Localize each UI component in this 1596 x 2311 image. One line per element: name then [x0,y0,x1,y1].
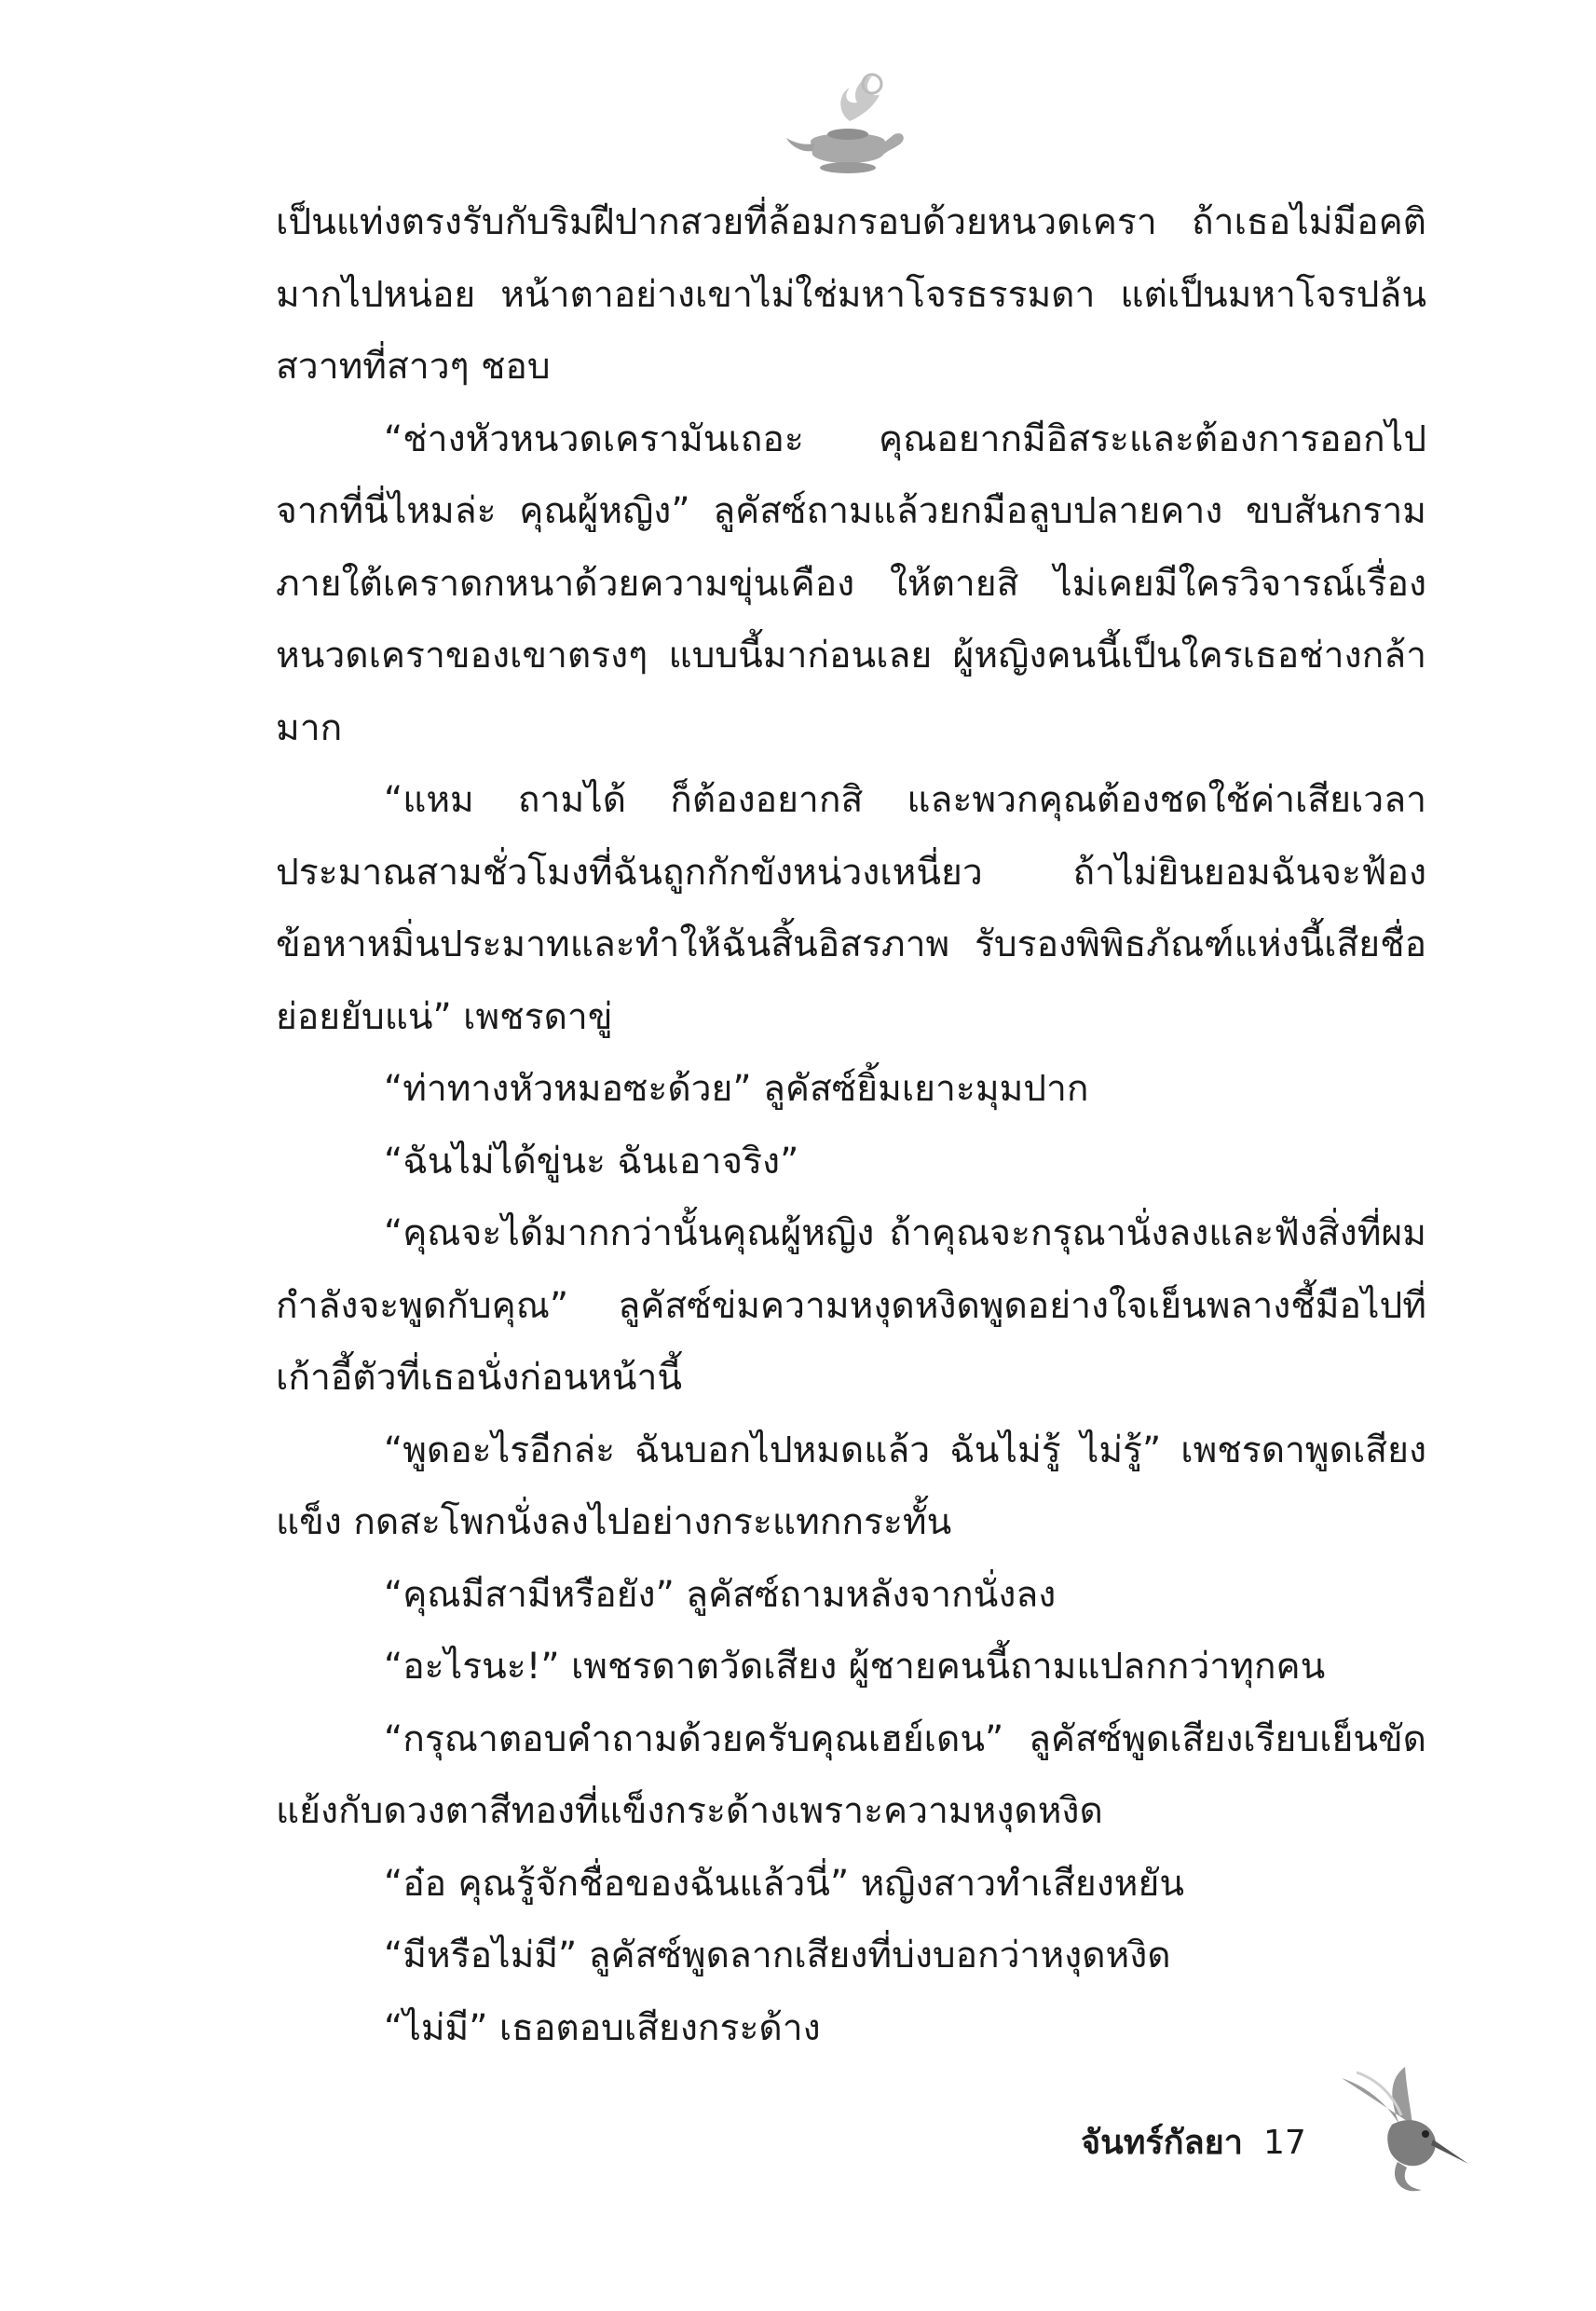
paragraph: “อะไรนะ!” เพชรดาตวัดเสียง ผู้ชายคนนี้ถามแปลกกว่าทุกคน [384,1646,1326,1688]
paragraph: “คุณมีสามีหรือยัง” ลูคัสซ์ถามหลังจากนั่งลง [384,1573,1057,1616]
page-footer [1081,2115,1306,2168]
paragraph: “คุณจะได้มากกว่านั้นคุณผู้หญิง ถ้าคุณจะกรุณานั่งลงและฟังสิ่งที่ผมกำลังจะพูดกับคุณ” ลูคัสซ์ข่มความหงุดหงิดพูดอย่างใจเย็นพลางชี้มือไปที่เก้าอี้ตัวที่เธอนั่งก่อนหน้านี้ [276,1212,1426,1399]
magic-lamp-icon [783,65,913,186]
book-title: จันทร์กัลยา [1081,2124,1243,2162]
paragraph: “ช่างหัวหนวดเครามันเถอะ คุณอยากมีอิสระและต้องการออกไปจากที่นี่ไหมล่ะ คุณผู้หญิง” ลูคัสซ์ถามแล้วยกมือลูบปลายคาง ขบสันกรามภายใต้เคราดกหนาด้วยความขุ่นเคือง ให้ตายสิ ไม่เคยมีใครวิจารณ์เรื่องหนวดเคราของเขาตรงๆ แบบนี้มาก่อนเลย ผู้หญิงคนนี้เป็นใครเธอช่างกล้ามาก [276,417,1426,749]
paragraph: “ฉันไม่ได้ขู่นะ ฉันเอาจริง” [384,1140,799,1183]
paragraph: “พูดอะไรอีกล่ะ ฉันบอกไปหมดแล้ว ฉันไม่รู้ ไม่รู้” เพชรดาพูดเสียงแข็ง กดสะโพกนั่งลงไปอย่างกระแทกกระทั้น [276,1429,1426,1543]
page-number: 17 [1262,2124,1306,2162]
paragraph: “มีหรือไม่มี” ลูคัสซ์พูดลากเสียงที่บ่งบอกว่าหงุดหงิด [384,1935,1171,1976]
paragraph: เป็นแท่งตรงรับกับริมฝีปากสวยที่ล้อมกรอบด้วยหนวดเครา ถ้าเธอไม่มีอคติมากไปหน่อย หน้าตาอย่างเขาไม่ใช่มหาโจรธรรมดา แต่เป็นมหาโจรปล้นสวาทที่สาวๆ ชอบ [276,201,1426,388]
chapter-body-text [276,186,1426,2064]
paragraph: “อ๋อ คุณรู้จักชื่อของฉันแล้วนี่” หญิงสาวทำเสียงหยัน [384,1862,1185,1905]
paragraph: “แหม ถามได้ ก็ต้องอยากสิ และพวกคุณต้องชดใช้ค่าเสียเวลาประมาณสามชั่วโมงที่ฉันถูกกักขังหน่วงเหนี่ยว ถ้าไม่ยินยอมฉันจะฟ้องข้อหาหมิ่นประมาทและทำให้ฉันสิ้นอิสรภาพ รับรองพิพิธภัณฑ์แห่งนี้เสียชื่อย่อยยับแน่” เพชรดาขู่ [276,779,1426,1038]
paragraph: “กรุณาตอบคำถามด้วยครับคุณเฮย์เดน” ลูคัสซ์พูดเสียงเรียบเย็นขัดแย้งกับดวงตาสีทองที่แข็งกระด้างเพราะความหงุดหงิด [276,1717,1426,1832]
hummingbird-icon [1332,2059,1472,2199]
paragraph: “ท่าทางหัวหมอซะด้วย” ลูคัสซ์ยิ้มเยาะมุมปาก [384,1068,1089,1110]
paragraph: “ไม่มี” เธอตอบเสียงกระด้าง [384,2006,821,2049]
